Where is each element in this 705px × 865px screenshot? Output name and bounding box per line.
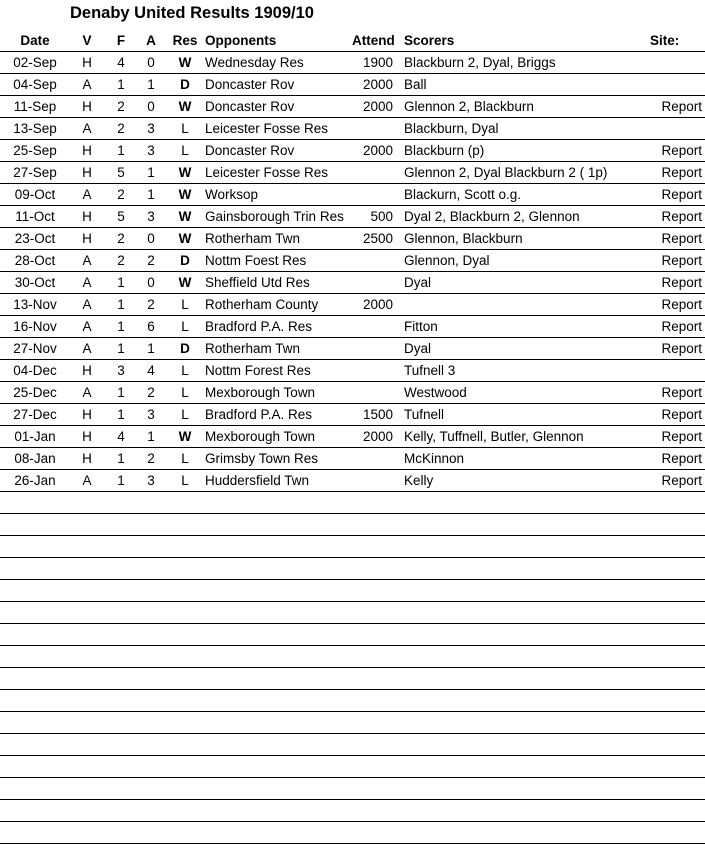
cell-result: W [178,55,192,70]
cell-attendance: 2000 [362,297,393,312]
cell-goals-against: 3 [147,407,155,422]
report-link[interactable]: Report [661,143,702,158]
cell-goals-for: 1 [117,319,125,334]
cell-goals-against: 1 [147,165,155,180]
cell-goals-for: 5 [117,209,125,224]
cell-goals-against: 6 [147,319,155,334]
cell-date: 27-Sep [13,165,57,180]
table-row [0,250,705,272]
header-scorers: Scorers [404,33,455,48]
cell-scorers: Blackurn, Scott o.g. [404,187,522,202]
cell-result: L [181,143,189,158]
cell-opponent: Wednesday Res [205,55,304,70]
cell-attendance [348,184,393,205]
cell-goals-against: 2 [147,385,155,400]
report-link[interactable]: Report [661,473,702,488]
cell-attendance: 2000 [362,143,393,158]
table-row [0,162,705,184]
cell-goals-against: 0 [147,55,155,70]
cell-scorers [404,294,649,315]
cell-scorers: Glennon, Blackburn [404,231,523,246]
cell-result: W [178,429,192,444]
report-link[interactable] [640,360,702,381]
report-link[interactable]: Report [661,429,702,444]
cell-attendance [348,448,393,469]
cell-date: 02-Sep [13,55,57,70]
cell-venue: H [82,363,92,378]
cell-goals-against: 3 [147,209,155,224]
cell-venue: H [82,165,92,180]
cell-scorers: Blackburn, Dyal [404,121,499,136]
cell-opponent: Nottm Forest Res [205,363,311,378]
cell-opponent: Doncaster Rov [205,77,295,92]
table-row [0,294,705,316]
cell-venue: H [82,429,92,444]
cell-goals-against: 3 [147,473,155,488]
cell-attendance [348,382,393,403]
table-row [0,360,705,382]
cell-goals-for: 1 [117,143,125,158]
report-link[interactable]: Report [661,165,702,180]
cell-date: 25-Sep [13,143,57,158]
cell-venue: A [82,385,92,400]
cell-opponent: Mexborough Town [205,385,316,400]
cell-goals-against: 3 [147,143,155,158]
cell-attendance [348,338,393,359]
cell-result: L [181,385,189,400]
cell-attendance [348,250,393,271]
table-row [0,206,705,228]
table-row [0,338,705,360]
cell-attendance: 1500 [362,407,393,422]
cell-scorers: Dyal 2, Blackburn 2, Glennon [404,209,580,224]
cell-attendance [348,118,393,139]
header-site: Site: [650,33,680,48]
cell-scorers: Blackburn 2, Dyal, Briggs [404,55,556,70]
cell-scorers: Glennon 2, Dyal Blackburn 2 ( 1p) [404,165,608,180]
cell-result: W [178,165,192,180]
cell-goals-for: 4 [117,429,125,444]
cell-opponent: Gainsborough Trin Res [205,209,344,224]
table-row [0,272,705,294]
cell-opponent: Rotherham County [205,297,319,312]
cell-goals-against: 1 [147,77,155,92]
cell-opponent: Bradford P.A. Res [205,407,313,422]
cell-opponent: Rotherham Twn [205,341,301,356]
cell-date: 30-Oct [14,275,56,290]
cell-goals-against: 3 [147,121,155,136]
cell-date: 11-Oct [15,209,55,224]
cell-goals-for: 4 [117,55,125,70]
cell-opponent: Sheffield Utd Res [205,275,310,290]
table-row [0,74,705,96]
report-link[interactable]: Report [661,297,702,312]
cell-scorers: Ball [404,77,427,92]
report-link[interactable]: Report [661,209,702,224]
report-link[interactable] [640,118,702,139]
cell-scorers: Dyal [404,275,432,290]
table-row [0,118,705,140]
cell-goals-for: 2 [117,253,125,268]
cell-venue: A [82,121,92,136]
cell-attendance: 2000 [362,429,393,444]
empty-row-line [0,601,705,602]
cell-scorers: Kelly, Tuffnell, Butler, Glennon [404,429,584,444]
cell-goals-against: 0 [147,275,155,290]
header-venue: V [82,33,92,48]
header-against: A [146,33,156,48]
cell-opponent: Huddersfield Twn [205,473,310,488]
cell-attendance: 500 [370,209,393,224]
cell-venue: H [82,407,92,422]
table-row [0,140,705,162]
cell-venue: H [82,143,92,158]
cell-attendance [348,470,393,491]
cell-result: D [180,253,190,268]
table-row [0,470,705,492]
cell-scorers: Dyal [404,341,432,356]
cell-venue: H [82,55,92,70]
table-row [0,96,705,118]
empty-row-line [0,821,705,822]
cell-venue: A [82,187,92,202]
cell-date: 26-Jan [14,473,56,488]
empty-row-line [0,755,705,756]
report-link[interactable]: Report [661,275,702,290]
cell-result: L [181,473,189,488]
cell-opponent: Doncaster Rov [205,143,295,158]
cell-attendance: 1900 [362,55,393,70]
cell-attendance [348,316,393,337]
header-result: Res [172,33,198,48]
cell-venue: A [82,341,92,356]
cell-date: 09-Oct [14,187,56,202]
cell-scorers: McKinnon [404,451,465,466]
empty-row-line [0,623,705,624]
cell-goals-for: 1 [117,341,125,356]
report-link[interactable]: Report [661,253,702,268]
cell-goals-against: 2 [147,253,155,268]
cell-venue: A [82,319,92,334]
header-attendance: Attend [352,33,395,48]
cell-scorers: Glennon 2, Blackburn [404,99,534,114]
cell-goals-against: 1 [147,187,155,202]
table-header [0,30,705,52]
cell-scorers: Kelly [404,473,434,488]
cell-attendance: 2000 [362,77,393,92]
cell-opponent: Nottm Foest Res [205,253,307,268]
report-link[interactable]: Report [661,451,702,466]
header-for: F [116,33,126,48]
cell-opponent: Worksop [205,187,259,202]
cell-goals-for: 1 [117,77,125,92]
cell-goals-against: 4 [147,363,155,378]
table-row [0,184,705,206]
cell-goals-for: 5 [117,165,125,180]
cell-goals-for: 3 [117,363,125,378]
cell-goals-for: 2 [117,121,125,136]
cell-date: 04-Dec [13,363,57,378]
cell-result: L [181,297,189,312]
cell-date: 04-Sep [13,77,57,92]
cell-result: D [180,77,190,92]
cell-result: D [180,341,190,356]
cell-opponent: Grimsby Town Res [205,451,319,466]
cell-goals-for: 2 [117,187,125,202]
cell-scorers: Glennon, Dyal [404,253,490,268]
empty-row-line [0,557,705,558]
cell-date: 27-Dec [13,407,57,422]
cell-venue: H [82,99,92,114]
cell-goals-for: 1 [117,275,125,290]
cell-goals-for: 1 [117,473,125,488]
table-row [0,426,705,448]
cell-venue: A [82,275,92,290]
empty-row-line [0,777,705,778]
report-link[interactable]: Report [661,319,702,334]
cell-date: 13-Nov [13,297,57,312]
cell-date: 27-Nov [13,341,57,356]
header-opponents: Opponents [205,33,277,48]
cell-opponent: Mexborough Town [205,429,316,444]
cell-opponent: Leicester Fosse Res [205,165,329,180]
table-row [0,228,705,250]
cell-date: 08-Jan [14,451,56,466]
cell-result: W [178,99,192,114]
cell-goals-for: 1 [117,385,125,400]
cell-goals-for: 2 [117,231,125,246]
empty-row-line [0,535,705,536]
report-link[interactable]: Report [661,99,702,114]
cell-goals-for: 2 [117,99,125,114]
cell-result: L [181,363,189,378]
empty-row-line [0,667,705,668]
report-link[interactable] [640,74,702,95]
cell-venue: H [82,209,92,224]
empty-row-line [0,579,705,580]
cell-result: L [181,451,189,466]
table-row [0,316,705,338]
cell-goals-against: 0 [147,231,155,246]
cell-venue: H [82,451,92,466]
table-row [0,404,705,426]
cell-date: 01-Jan [14,429,56,444]
report-link[interactable]: Report [661,385,702,400]
report-link[interactable]: Report [661,407,702,422]
empty-row-line [0,513,705,514]
page-title: Denaby United Results 1909/10 [70,4,314,22]
report-link[interactable]: Report [661,231,702,246]
cell-attendance [348,162,393,183]
cell-goals-against: 0 [147,99,155,114]
cell-attendance: 2500 [362,231,393,246]
cell-result: W [178,275,192,290]
cell-result: W [178,187,192,202]
cell-venue: A [82,77,92,92]
cell-attendance [348,272,393,293]
empty-row-line [0,799,705,800]
table-row [0,448,705,470]
cell-goals-for: 1 [117,407,125,422]
cell-goals-for: 1 [117,451,125,466]
cell-scorers: Tufnell [404,407,445,422]
cell-venue: A [82,297,92,312]
report-link[interactable]: Report [661,341,702,356]
cell-goals-against: 1 [147,341,155,356]
cell-opponent: Doncaster Rov [205,99,295,114]
cell-date: 25-Dec [13,385,57,400]
cell-opponent: Bradford P.A. Res [205,319,313,334]
cell-opponent: Leicester Fosse Res [205,121,329,136]
cell-result: L [181,407,189,422]
cell-date: 13-Sep [13,121,57,136]
empty-row-line [0,689,705,690]
cell-attendance: 2000 [362,99,393,114]
cell-venue: H [82,231,92,246]
cell-date: 11-Sep [13,99,57,114]
cell-attendance [348,360,393,381]
empty-row-line [0,645,705,646]
cell-scorers: Blackburn (p) [404,143,485,158]
report-link[interactable] [640,52,702,73]
table-row [0,382,705,404]
cell-result: L [181,121,189,136]
cell-opponent: Rotherham Twn [205,231,301,246]
cell-goals-against: 2 [147,451,155,466]
cell-goals-for: 1 [117,297,125,312]
cell-result: L [181,319,189,334]
cell-scorers: Westwood [404,385,467,400]
cell-goals-against: 2 [147,297,155,312]
cell-goals-against: 1 [147,429,155,444]
empty-row-line [0,733,705,734]
cell-date: 28-Oct [14,253,56,268]
cell-venue: A [82,473,92,488]
cell-scorers: Fitton [404,319,438,334]
empty-row-line [0,843,705,844]
cell-result: W [178,209,192,224]
cell-result: W [178,231,192,246]
cell-date: 16-Nov [13,319,57,334]
empty-row-line [0,711,705,712]
cell-scorers: Tufnell 3 [404,363,456,378]
header-date: Date [20,33,50,48]
table-row [0,52,705,74]
cell-date: 23-Oct [14,231,56,246]
report-link[interactable]: Report [661,187,702,202]
cell-venue: A [82,253,92,268]
